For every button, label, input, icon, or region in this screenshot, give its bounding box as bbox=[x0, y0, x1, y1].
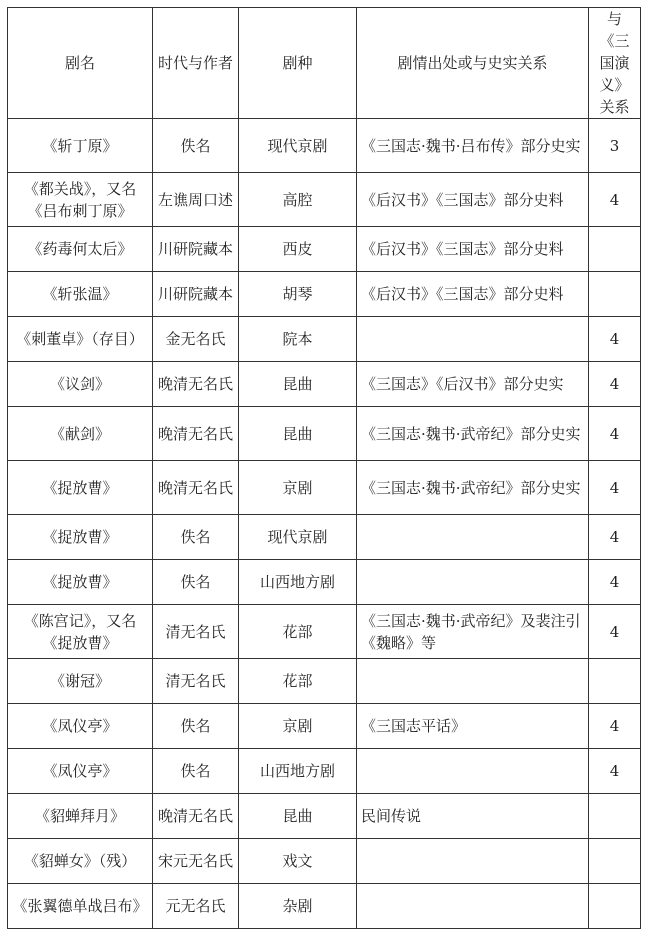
cell-relation: 4 bbox=[589, 173, 641, 227]
cell-relation: 4 bbox=[589, 704, 641, 749]
cell-era-author: 佚名 bbox=[153, 119, 239, 173]
cell-relation: 4 bbox=[589, 560, 641, 605]
table-row bbox=[8, 119, 641, 173]
cell-source bbox=[357, 749, 589, 794]
cell-genre: 昆曲 bbox=[239, 407, 357, 461]
cell-name: 《捉放曹》 bbox=[8, 461, 153, 515]
cell-relation bbox=[589, 227, 641, 272]
table-row bbox=[8, 317, 641, 362]
cell-source bbox=[357, 560, 589, 605]
cell-source: 《三国志·魏书·吕布传》部分史实 bbox=[357, 119, 589, 173]
table-row bbox=[8, 407, 641, 461]
cell-source: 《三国志·魏书·武帝纪》及裴注引《魏略》等 bbox=[357, 605, 589, 659]
cell-era-author: 晚清无名氏 bbox=[153, 362, 239, 407]
cell-name: 《献剑》 bbox=[8, 407, 153, 461]
cell-source bbox=[357, 884, 589, 929]
cell-genre: 胡琴 bbox=[239, 272, 357, 317]
cell-name: 《貂蝉女》（残） bbox=[8, 839, 153, 884]
cell-source bbox=[357, 515, 589, 560]
cell-era-author: 佚名 bbox=[153, 515, 239, 560]
table-row bbox=[8, 839, 641, 884]
cell-era-author: 金无名氏 bbox=[153, 317, 239, 362]
cell-source bbox=[357, 317, 589, 362]
cell-name: 《陈宫记》，又名《捉放曹》 bbox=[8, 605, 153, 659]
cell-relation bbox=[589, 794, 641, 839]
cell-relation: 4 bbox=[589, 605, 641, 659]
table-row bbox=[8, 560, 641, 605]
cell-era-author: 佚名 bbox=[153, 560, 239, 605]
cell-relation: 4 bbox=[589, 407, 641, 461]
header-row bbox=[8, 8, 641, 119]
cell-relation bbox=[589, 884, 641, 929]
cell-name: 《捉放曹》 bbox=[8, 560, 153, 605]
cell-genre: 现代京剧 bbox=[239, 119, 357, 173]
cell-genre: 现代京剧 bbox=[239, 515, 357, 560]
cell-era-author: 清无名氏 bbox=[153, 659, 239, 704]
cell-name: 《斩张温》 bbox=[8, 272, 153, 317]
cell-genre: 高腔 bbox=[239, 173, 357, 227]
cell-source bbox=[357, 839, 589, 884]
cell-name: 《斩丁原》 bbox=[8, 119, 153, 173]
cell-genre: 昆曲 bbox=[239, 362, 357, 407]
cell-name: 《药毒何太后》 bbox=[8, 227, 153, 272]
cell-relation bbox=[589, 659, 641, 704]
cell-name: 《捉放曹》 bbox=[8, 515, 153, 560]
table-row bbox=[8, 659, 641, 704]
cell-relation: 4 bbox=[589, 317, 641, 362]
cell-era-author: 佚名 bbox=[153, 749, 239, 794]
drama-table bbox=[7, 7, 641, 929]
table-row bbox=[8, 173, 641, 227]
cell-name: 《貂蝉拜月》 bbox=[8, 794, 153, 839]
cell-relation: 3 bbox=[589, 119, 641, 173]
cell-genre: 山西地方剧 bbox=[239, 749, 357, 794]
header-source: 剧情出处或与史实关系 bbox=[357, 8, 589, 119]
cell-genre: 杂剧 bbox=[239, 884, 357, 929]
cell-genre: 西皮 bbox=[239, 227, 357, 272]
cell-name: 《谢冠》 bbox=[8, 659, 153, 704]
header-genre: 剧种 bbox=[239, 8, 357, 119]
cell-name: 《张翼德单战吕布》 bbox=[8, 884, 153, 929]
table-row bbox=[8, 461, 641, 515]
cell-era-author: 清无名氏 bbox=[153, 605, 239, 659]
cell-source bbox=[357, 659, 589, 704]
cell-source: 《后汉书》《三国志》部分史料 bbox=[357, 173, 589, 227]
cell-relation bbox=[589, 272, 641, 317]
table-row bbox=[8, 704, 641, 749]
table-row bbox=[8, 794, 641, 839]
cell-era-author: 元无名氏 bbox=[153, 884, 239, 929]
cell-relation: 4 bbox=[589, 362, 641, 407]
cell-genre: 京剧 bbox=[239, 704, 357, 749]
cell-era-author: 川研院藏本 bbox=[153, 272, 239, 317]
cell-source: 《后汉书》《三国志》部分史料 bbox=[357, 272, 589, 317]
cell-era-author: 左谯周口述 bbox=[153, 173, 239, 227]
table-row bbox=[8, 749, 641, 794]
table-row bbox=[8, 605, 641, 659]
cell-source: 《三国志平话》 bbox=[357, 704, 589, 749]
cell-era-author: 川研院藏本 bbox=[153, 227, 239, 272]
cell-name: 《议剑》 bbox=[8, 362, 153, 407]
cell-name: 《凤仪亭》 bbox=[8, 704, 153, 749]
cell-era-author: 晚清无名氏 bbox=[153, 794, 239, 839]
cell-genre: 花部 bbox=[239, 659, 357, 704]
cell-genre: 山西地方剧 bbox=[239, 560, 357, 605]
cell-relation: 4 bbox=[589, 461, 641, 515]
cell-name: 《刺董卓》（存目） bbox=[8, 317, 153, 362]
header-name: 剧名 bbox=[8, 8, 153, 119]
cell-era-author: 佚名 bbox=[153, 704, 239, 749]
cell-source: 《三国志》《后汉书》部分史实 bbox=[357, 362, 589, 407]
cell-genre: 花部 bbox=[239, 605, 357, 659]
cell-era-author: 晚清无名氏 bbox=[153, 461, 239, 515]
cell-genre: 京剧 bbox=[239, 461, 357, 515]
cell-relation bbox=[589, 839, 641, 884]
cell-name: 《凤仪亭》 bbox=[8, 749, 153, 794]
cell-genre: 昆曲 bbox=[239, 794, 357, 839]
header-era-author: 时代与作者 bbox=[153, 8, 239, 119]
table-row bbox=[8, 272, 641, 317]
cell-name: 《都关战》，又名《吕布刺丁原》 bbox=[8, 173, 153, 227]
cell-era-author: 宋元无名氏 bbox=[153, 839, 239, 884]
table-row bbox=[8, 515, 641, 560]
cell-source: 《三国志·魏书·武帝纪》部分史实 bbox=[357, 407, 589, 461]
cell-source: 《三国志·魏书·武帝纪》部分史实 bbox=[357, 461, 589, 515]
table-row bbox=[8, 362, 641, 407]
cell-source: 民间传说 bbox=[357, 794, 589, 839]
cell-era-author: 晚清无名氏 bbox=[153, 407, 239, 461]
cell-relation: 4 bbox=[589, 515, 641, 560]
cell-genre: 院本 bbox=[239, 317, 357, 362]
cell-relation: 4 bbox=[589, 749, 641, 794]
cell-source: 《后汉书》《三国志》部分史料 bbox=[357, 227, 589, 272]
cell-genre: 戏文 bbox=[239, 839, 357, 884]
table-row bbox=[8, 227, 641, 272]
table-row bbox=[8, 884, 641, 929]
header-relation: 与《三国演义》关系 bbox=[589, 8, 641, 119]
